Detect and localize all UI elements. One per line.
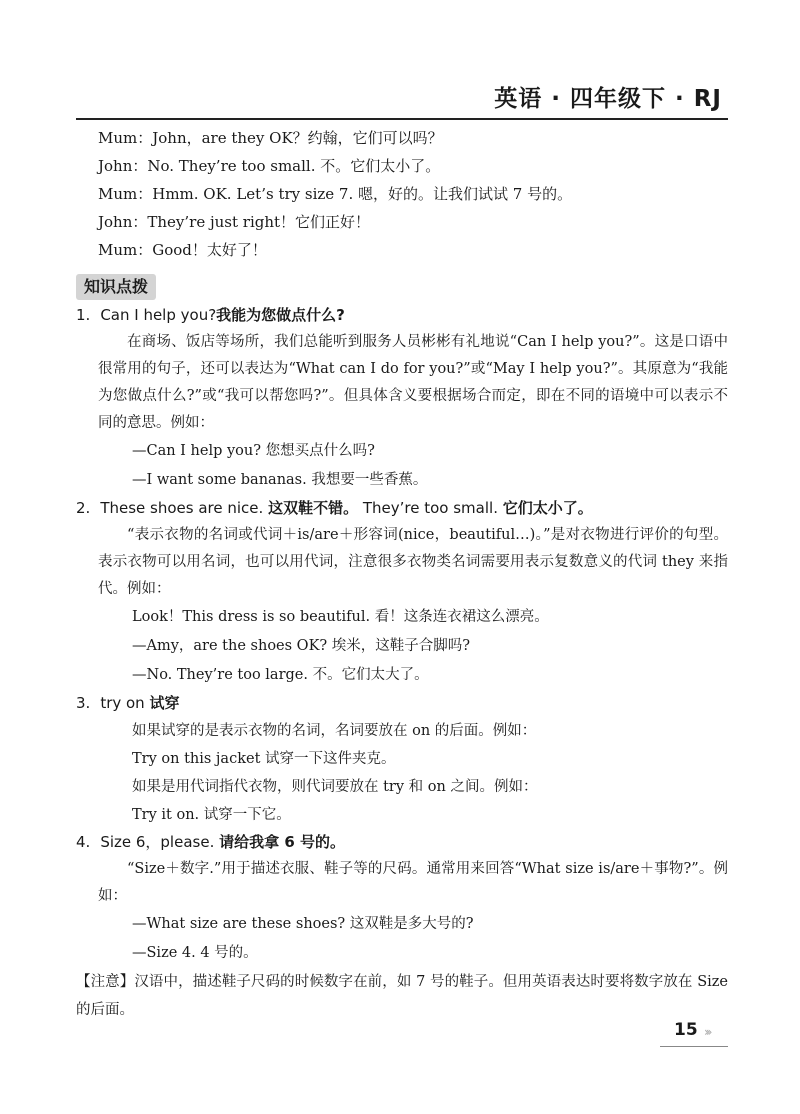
- note-paragraph: 【注意】汉语中，描述鞋子尺码的时候数字在前，如 7 号的鞋子。但用英语表达时要将数字放在 Size 的后面。: [76, 974, 728, 1018]
- point-en-2: They’re too small.: [362, 499, 498, 517]
- dialogue-line: John：No. They’re too small. 不。它们太小了。: [98, 157, 441, 175]
- point-3-line: 如果试穿的是表示衣物的名词，名词要放在 on 的后面。例如：: [132, 723, 537, 739]
- dialogue-line: John：They’re just right！它们正好！: [98, 213, 371, 231]
- example-line: —No. They’re too large. 不。它们太大了。: [132, 667, 429, 683]
- point-zh: 这双鞋不错。: [268, 499, 359, 517]
- page-content: [76, 124, 728, 1024]
- page-number: 15: [674, 1020, 698, 1040]
- example-line: —I want some bananas. 我想要一些香蕉。: [132, 472, 428, 488]
- point-number: 2.: [76, 499, 91, 517]
- section-tag: 知识点拨: [76, 274, 156, 300]
- point-number: 3.: [76, 694, 91, 712]
- point-en: try on: [100, 694, 145, 712]
- dialogue-line: Mum：John，are they OK？约翰，它们可以吗？: [98, 129, 443, 147]
- example-line: —Can I help you? 您想买点什么吗?: [132, 443, 375, 459]
- point-number: 4.: [76, 833, 91, 851]
- example-line: —Size 4. 4 号的。: [132, 945, 258, 961]
- point-4-title: [76, 829, 728, 856]
- point-2-para: “表示衣物的名词或代词＋is/are＋形容词(nice，beautiful…)。”是对衣物进行评价的句型。表示衣物可以用名词，也可以用代词，注意很多衣物类名词需要用表示复数意义的代词 they 来指代。例如：: [98, 527, 728, 597]
- dialogue-line: Mum：Good！太好了！: [98, 241, 267, 259]
- point-number: 1.: [76, 306, 91, 324]
- point-1-title: [76, 302, 728, 329]
- dialogue-line: Mum：Hmm. OK. Let’s try size 7. 嗯，好的。让我们试试 7 号的。: [98, 185, 573, 203]
- point-zh-2: 它们太小了。: [502, 499, 593, 517]
- point-2-title: [76, 495, 728, 522]
- point-zh: 我能为您做点什么?: [216, 306, 345, 324]
- header-title: 英语 · 四年级下 · RJ: [494, 86, 722, 112]
- point-3-title: [76, 690, 728, 717]
- point-3-line: Try on this jacket 试穿一下这件夹克。: [132, 751, 396, 767]
- dialogue: [76, 124, 728, 264]
- example-line: Look！This dress is so beautiful. 看！这条连衣裙这么漂亮。: [132, 609, 549, 625]
- page-header: [76, 78, 728, 120]
- point-3-line: 如果是用代词指代衣物，则代词要放在 try 和 on 之间。例如：: [132, 779, 538, 795]
- point-4-para: “Size＋数字.”用于描述衣服、鞋子等的尺码。通常用来回答“What size is/are＋事物?”。例如：: [98, 861, 728, 904]
- point-en: Size 6，please.: [100, 833, 215, 851]
- example-line: —What size are these shoes? 这双鞋是多大号的?: [132, 916, 474, 932]
- example-line: —Amy，are the shoes OK? 埃米，这鞋子合脚吗?: [132, 638, 471, 654]
- chevron-right-icon: ›››: [704, 1025, 710, 1039]
- point-zh: 请给我拿 6 号的。: [219, 833, 346, 851]
- point-zh: 试穿: [149, 694, 180, 712]
- page-footer: [660, 1020, 728, 1047]
- point-3-line: Try it on. 试穿一下它。: [132, 807, 291, 823]
- point-en: Can I help you?: [100, 306, 217, 324]
- point-en: These shoes are nice.: [100, 499, 264, 517]
- point-1-para: 在商场、饭店等场所，我们总能听到服务人员彬彬有礼地说“Can I help you?”。这是口语中很常用的句子，还可以表达为“What can I do for you?”或“May I help you?”。其原意为“我能为您做点什么?”或“我可以帮您吗?”。但具体含义要根据场合而定，即在不同的语境中可以表示不同的意思。例如：: [98, 334, 728, 431]
